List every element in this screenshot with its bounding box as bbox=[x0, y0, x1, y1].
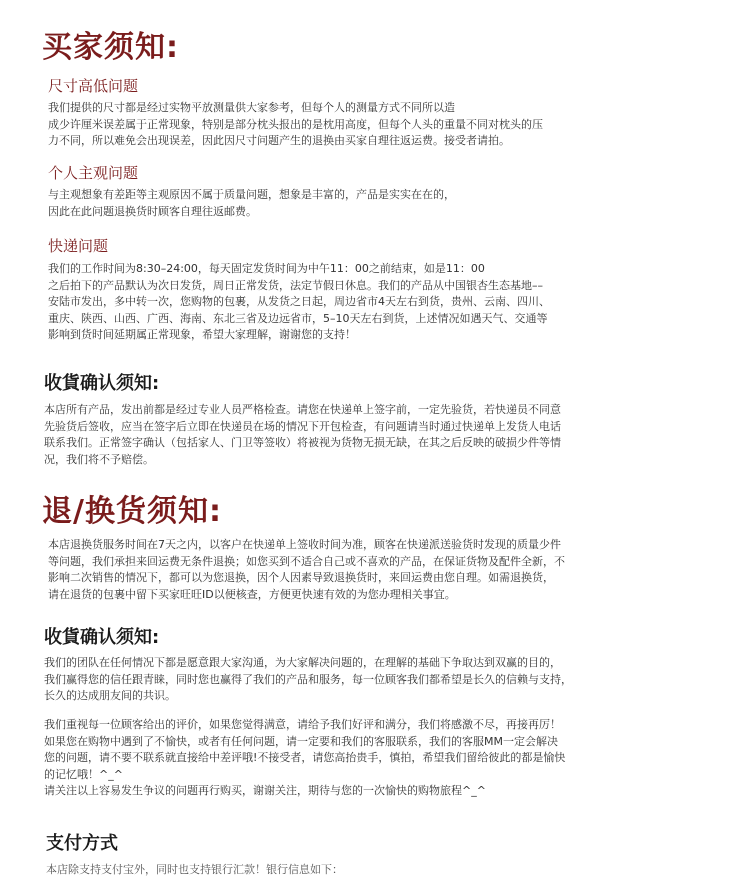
receipt-line: 况，我们将不予赔偿。 bbox=[44, 452, 154, 466]
size-line: 力不同，所以难免会出现误差，因此因尺寸问题产生的退换由买家自理往返运费。接受者请拍。 bbox=[48, 134, 510, 147]
receipt-line: 先验货后签收，应当在签字后立即在快递员在场的情况下开包检查，有问题请当时通过快递单上发货人电话 bbox=[44, 419, 561, 433]
receipt2-line: 我们重视每一位顾客给出的评价，如果您觉得满意，请给予我们好评和满分，我们将感激不尽，再接再厉！ bbox=[44, 718, 561, 731]
receipt2-line: 请关注以上容易发生争议的问题再行购买，谢谢关注，期待与您的一次愉快的购物旅程^_^ bbox=[44, 784, 486, 797]
payment-title: 支付方式 bbox=[46, 833, 118, 854]
express-paragraph bbox=[48, 261, 550, 344]
size-heading: 尺寸高低问题 bbox=[48, 77, 139, 95]
size-line: 我们提供的尺寸都是经过实物平放测量供大家参考，但每个人的测量方式不同所以造 bbox=[48, 101, 455, 114]
receipt2-line: 的记忆哦！^_^ bbox=[44, 767, 123, 781]
return-line: 请在退货的包裹中留下买家旺旺ID以便核查，方便更快速有效的为您办理相关事宜。 bbox=[48, 587, 456, 601]
subjective-heading: 个人主观问题 bbox=[48, 164, 139, 182]
express-line: 我们的工作时间为8:30–24:00，每天固定发货时间为中午11：00之前结束，如是11：00 bbox=[48, 262, 485, 275]
return-paragraph bbox=[48, 537, 565, 603]
return-line: 等问题，我们承担来回运费无条件退换；如您买到不适合自己或不喜欢的产品，在保证货物及配件全新，不 bbox=[48, 554, 565, 568]
express-line: 之后拍下的产品默认为次日发货，周日正常发货，法定节假日休息。我们的产品从中国银杏生态基地–– bbox=[48, 278, 543, 292]
return-notice-title: 退/换货须知: bbox=[42, 494, 222, 529]
subjective-line: 与主观想象有差距等主观原因不属于质量问题，想象是丰富的，产品是实实在在的， bbox=[48, 188, 455, 201]
receipt2-line: 我们赢得您的信任跟青睐，同时您也赢得了我们的产品和服务，每一位顾客我们都希望是长久的信赖与支持， bbox=[44, 672, 572, 686]
subjective-line: 因此在此问题退换货时顾客自理往返邮费。 bbox=[48, 204, 257, 218]
return-line: 影响二次销售的情况下，都可以为您退换，因个人因素导致退换货时，来回运费由您自理。如需退换货， bbox=[48, 571, 554, 584]
receipt-line: 联系我们。正常签字确认（包括家人、门卫等签收）将被视为货物无损无缺，在其之后反映的破损少件等情 bbox=[44, 436, 561, 449]
subjective-paragraph bbox=[48, 187, 455, 220]
receipt-notice-title: 收貨确认须知: bbox=[44, 373, 160, 394]
express-heading: 快递问题 bbox=[48, 237, 109, 255]
size-line: 成少许厘米误差属于正常现象，特别是部分枕头报出的是枕用高度，但每个人头的重量不同对枕头的压 bbox=[48, 117, 543, 131]
express-line: 影响到货时间延期属正常现象，希望大家理解，谢谢您的支持！ bbox=[48, 328, 356, 341]
receipt2-line: 如果您在购物中遇到了不愉快，或者有任何问题，请一定要和我们的客服联系，我们的客服MM一定会解决 bbox=[44, 734, 558, 748]
payment-line: 本店除支持支付宝外，同时也支持银行汇款！银行信息如下： bbox=[46, 863, 343, 876]
size-paragraph bbox=[48, 100, 543, 150]
receipt-paragraph bbox=[44, 402, 561, 468]
express-line: 重庆、陕西、山西、广西、海南、东北三省及边远省市，5–10天左右到货，上述情况如遇天气、交通等 bbox=[48, 311, 548, 325]
return-line: 本店退换货服务时间在7天之内，以客户在快递单上签收时间为准，顾客在快递派送验货时发现的质量少件 bbox=[48, 538, 561, 551]
express-line: 安陆市发出，多中转一次，您购物的包裹，从发货之日起，周边省市4天左右到货，贵州、云南、四川、 bbox=[48, 295, 550, 308]
buyer-notice-title: 买家须知: bbox=[42, 30, 179, 65]
receipt2-paragraph-b bbox=[44, 717, 565, 800]
receipt-notice-title-2: 收貨确认须知: bbox=[44, 627, 160, 648]
receipt2-line: 您的问题，请不要不联系就直接给中差评哦!不接受者，请您高抬贵手，慎拍，希望我们留给彼此的都是愉快 bbox=[44, 751, 566, 764]
receipt-line: 本店所有产品，发出前都是经过专业人员严格检查。请您在快递单上签字前，一定先验货，若快递员不同意 bbox=[44, 403, 561, 416]
receipt2-line: 长久的达成朋友间的共识。 bbox=[44, 689, 176, 702]
receipt2-line: 我们的团队在任何情况下都是愿意跟大家沟通，为大家解决问题的，在理解的基础下争取达到双赢的目的， bbox=[44, 656, 561, 669]
receipt2-paragraph bbox=[44, 655, 572, 705]
